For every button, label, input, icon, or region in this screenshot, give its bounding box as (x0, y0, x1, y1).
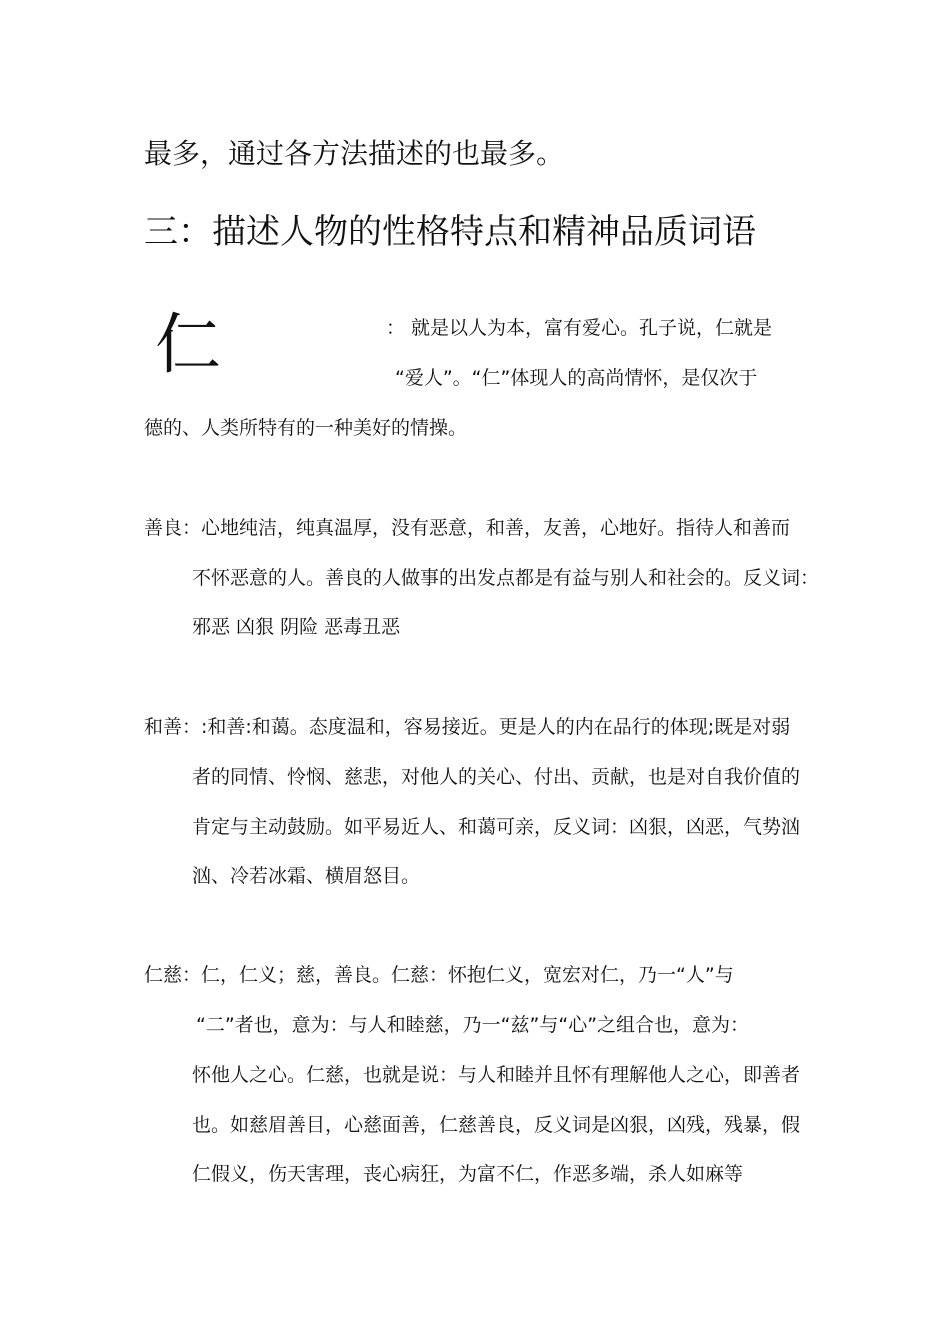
entry-line: 邪恶 凶狠 阴险 恶毒丑恶 (192, 616, 401, 638)
entry-line: 仁慈：仁，仁义；慈，善良。仁慈：怀抱仁义，宽宏对仁，乃一“人”与 (144, 964, 734, 986)
ren-definition-line: 德的、人类所特有的一种美好的情操。 (144, 417, 468, 439)
entry-line: 仁假义，伤天害理，丧心病狂，为富不仁，作恶多端，杀人如麻等 (192, 1163, 744, 1185)
entry-line: 不怀恶意的人。善良的人做事的出发点都是有益与别人和社会的。反义词： (192, 567, 820, 589)
entry-line: 善良：心地纯洁，纯真温厚，没有恶意，和善，友善，心地好。指待人和善而 (144, 517, 791, 539)
entry-line: 肯定与主动鼓励。如平易近人、和蔼可亲，反义词：凶狠，凶恶，气势汹 (192, 816, 801, 838)
entry-line: 者的同情、怜悯、慈悲，对他人的关心、付出、贡献，也是对自我价值的 (192, 766, 801, 788)
entry-line: 汹、冷若冰霜、横眉怒目。 (192, 865, 421, 887)
section-heading: 三：描述人物的性格特点和精神品质词语 (144, 212, 756, 252)
entry-line: 和善：:和善:和蔼。态度温和，容易接近。更是人的内在品行的体现;既是对弱 (144, 716, 791, 738)
continuation-line: 最多，通过各方法描述的也最多。 (144, 137, 565, 170)
entry-line: “二”者也，意为：与人和睦慈，乃一“兹”与“心”之组合也，意为： (196, 1014, 750, 1036)
ren-definition-line: “爱人”。“仁”体现人的高尚情怀，是仅次于 (395, 367, 758, 389)
ren-definition-line: ： 就是以人为本，富有爱心。孔子说，仁就是 (386, 317, 773, 339)
entry-line: 怀他人之心。仁慈，也就是说：与人和睦并且怀有理解他人之心，即善者 (192, 1064, 801, 1086)
ren-big-character: 仁 (155, 306, 221, 383)
entry-line: 也。如慈眉善目，心慈面善，仁慈善良，反义词是凶狠，凶残，残暴，假 (192, 1114, 801, 1136)
